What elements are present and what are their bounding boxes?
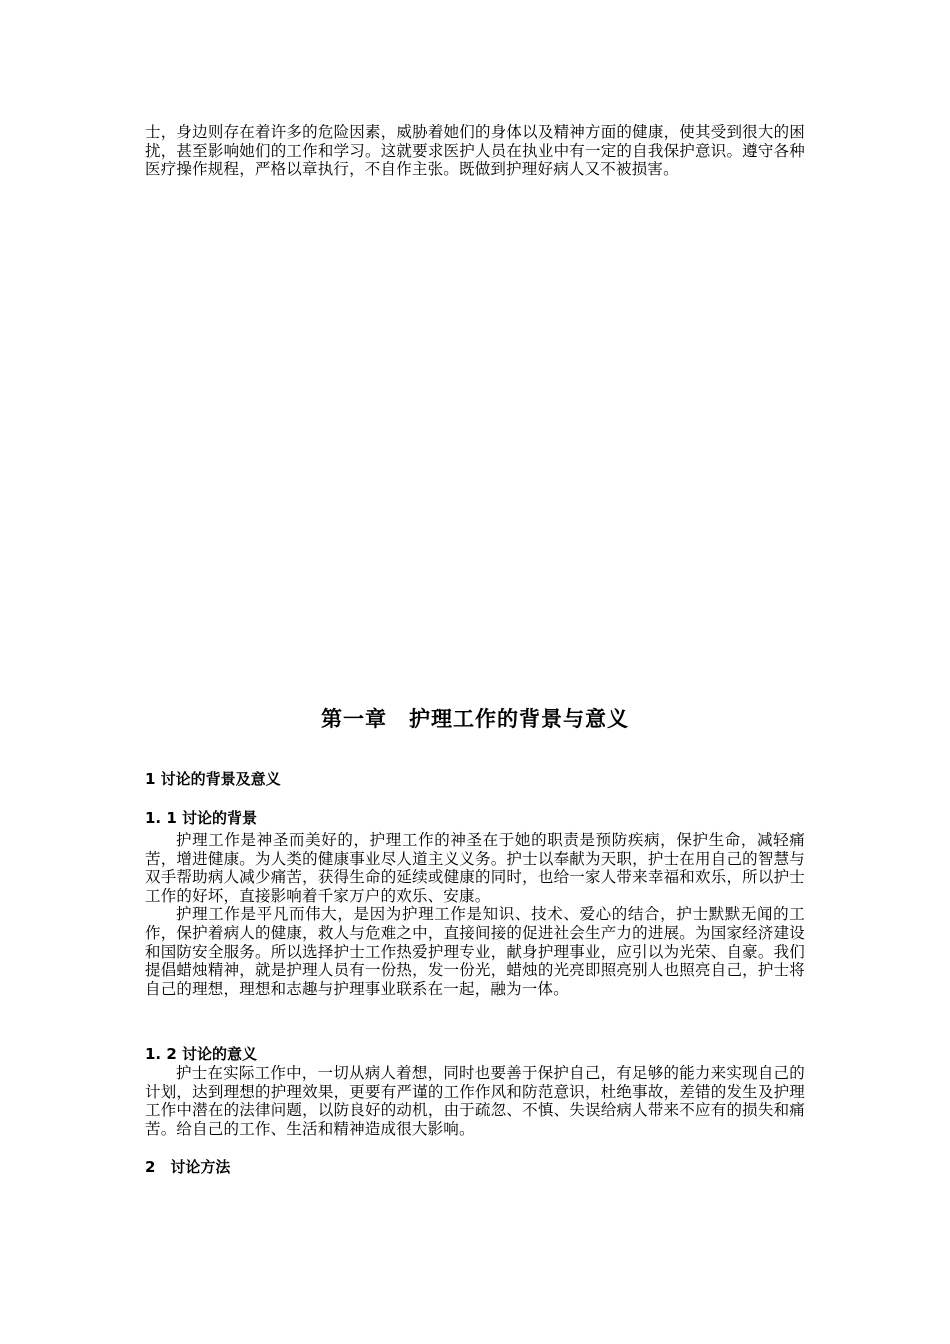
chapter-title: 第一章 护理工作的背景与意义 — [321, 707, 629, 731]
section-heading-1-2: 1. 2 讨论的意义 — [145, 1045, 258, 1063]
section-1-1-body — [145, 831, 805, 998]
body-paragraph: 护理工作是神圣而美好的，护理工作的神圣在于她的职责是预防疾病，保护生命，减轻痛苦，增进健康。为人类的健康事业尽人道主义义务。护士以奉献为天职，护士在用自己的智慧与双手帮助病人减少痛苦，获得生命的延续或健康的同时，也给一家人带来幸福和欢乐，所以护士工作的好坏，直接影响着千家万户的欢乐、安康。 — [145, 831, 805, 905]
section-heading-1-1: 1. 1 讨论的背景 — [145, 809, 258, 827]
section-heading-2: 2 讨论方法 — [145, 1158, 231, 1176]
paragraph-continuation: 士，身边则存在着许多的危险因素，威胁着她们的身体以及精神方面的健康，使其受到很大的困扰，甚至影响她们的工作和学习。这就要求医护人员在执业中有一定的自我保护意识。遵守各种医疗操作规程，严格以章执行，不自作主张。既做到护理好病人又不被损害。 — [145, 123, 805, 179]
section-heading-1: 1 讨论的背景及意义 — [145, 770, 281, 788]
body-paragraph: 护士在实际工作中，一切从病人着想，同时也要善于保护自己，有足够的能力来实现自己的计划，达到理想的护理效果，更要有严谨的工作作风和防范意识，杜绝事故，差错的发生及护理工作中潜在的法律问题，以防良好的动机，由于疏忽、不慎、失误给病人带来不应有的损失和痛苦。给自己的工作、生活和精神造成很大影响。 — [145, 1064, 805, 1138]
top-paragraph — [145, 123, 805, 179]
section-1-2-body — [145, 1064, 805, 1138]
body-paragraph: 护理工作是平凡而伟大，是因为护理工作是知识、技术、爱心的结合，护士默默无闻的工作，保护着病人的健康，救人与危难之中，直接间接的促进社会生产力的进展。为国家经济建设和国防安全服务。所以选择护士工作热爱护理专业，献身护理事业，应引以为光荣、自豪。我们提倡蜡烛精神，就是护理人员有一份热，发一份光，蜡烛的光亮即照亮别人也照亮自己，护士将自己的理想，理想和志趣与护理事业联系在一起，融为一体。 — [145, 905, 805, 998]
